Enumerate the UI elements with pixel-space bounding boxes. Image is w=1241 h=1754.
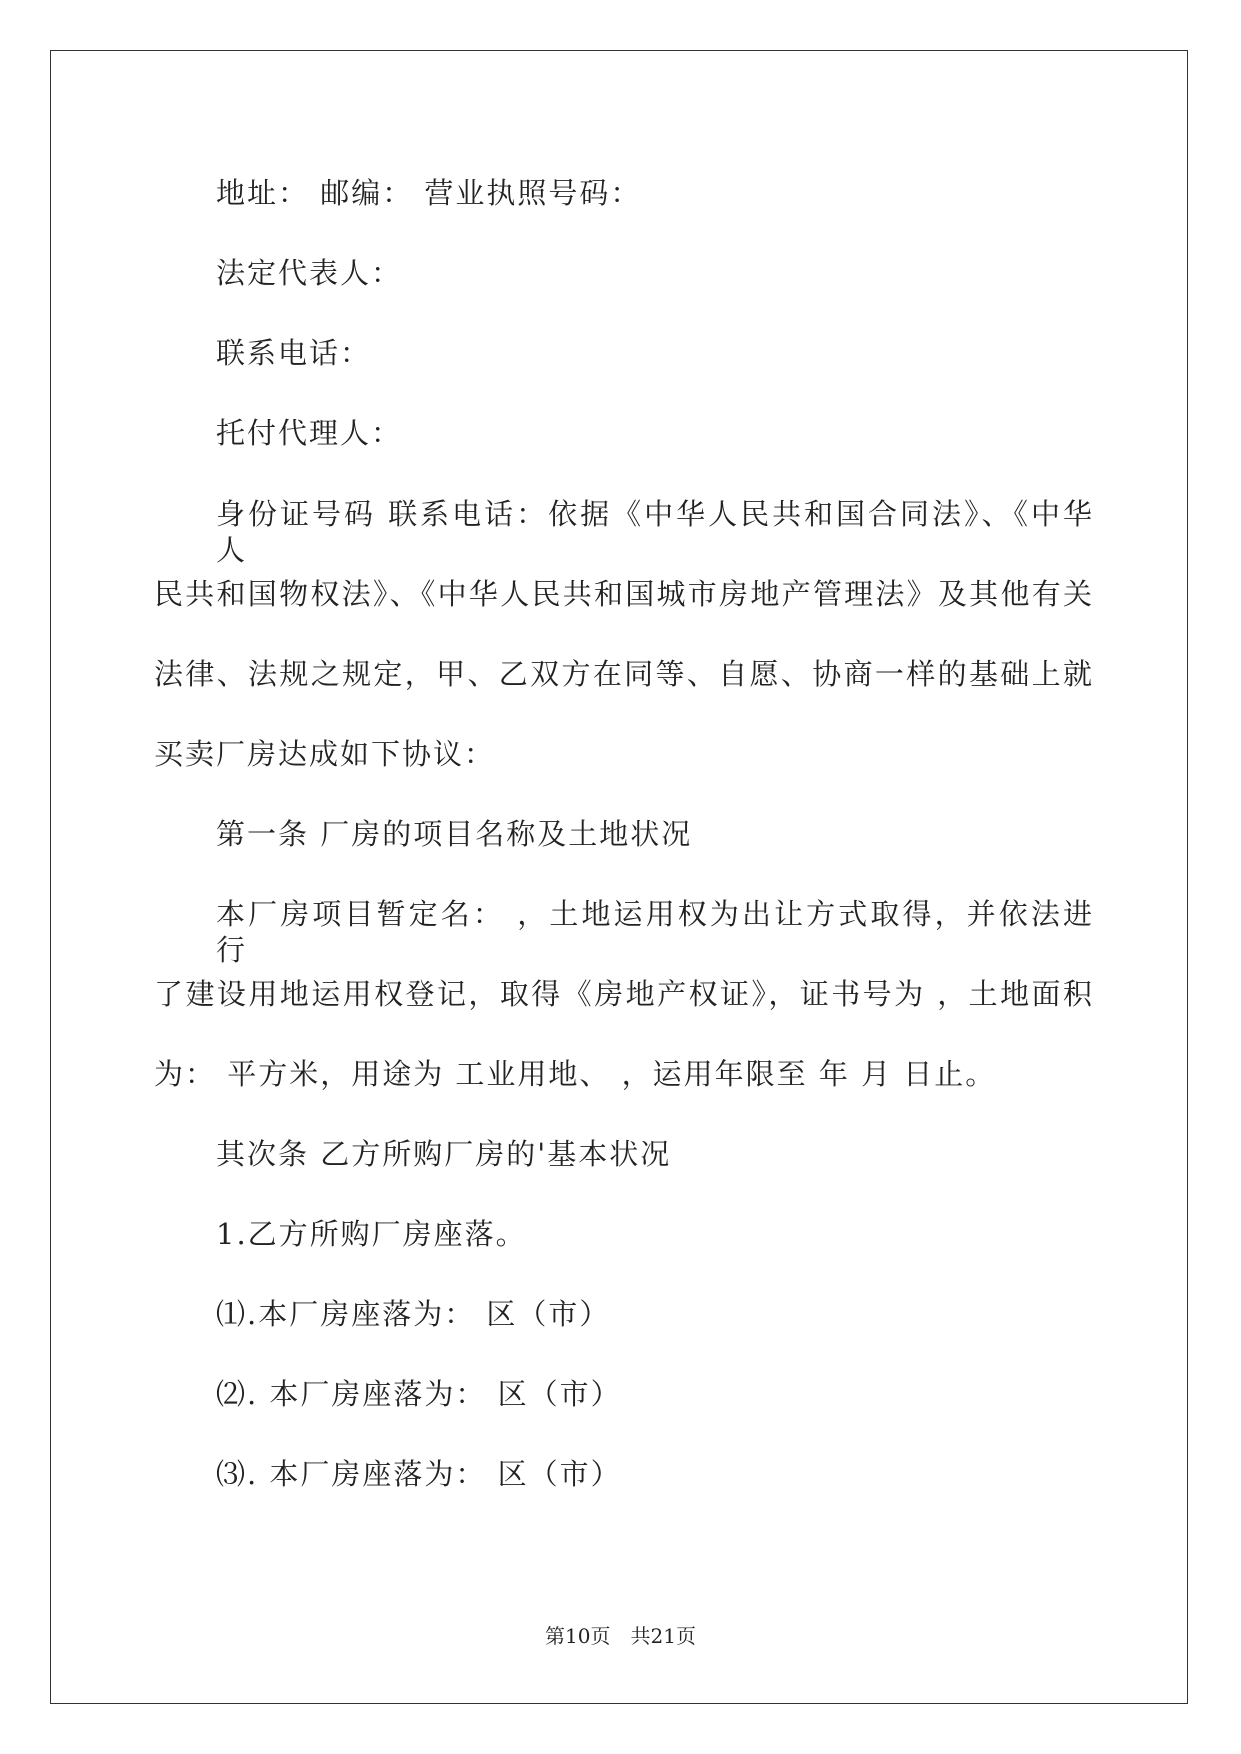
- total-pages-label: 共21页: [630, 1624, 696, 1648]
- location-item-2: ⑵. 本厂房座落为： 区（市）: [216, 1377, 622, 1411]
- article-1-line-1: 本厂房项目暂定名： ，土地运用权为出让方式取得，并依法进行: [216, 897, 1094, 967]
- location-item-3: ⑶. 本厂房座落为： 区（市）: [216, 1457, 622, 1491]
- article-2-item-1: 1.乙方所购厂房座落。: [216, 1217, 527, 1251]
- location-item-1: ⑴.本厂房座落为： 区（市）: [216, 1297, 611, 1331]
- address-line: 地址： 邮编： 营业执照号码：: [216, 176, 642, 210]
- basis-paragraph-line-3: 法律、法规之规定，甲、乙双方在同等、自愿、协商一样的基础上就: [154, 657, 1094, 691]
- article-2-heading: 其次条 乙方所购厂房的'基本状况: [216, 1137, 672, 1171]
- article-1-line-2: 了建设用地运用权登记，取得《房地产权证》，证书号为 ，土地面积: [154, 977, 1094, 1011]
- basis-paragraph-line-1: 身份证号码 联系电话：依据《中华人民共和国合同法》、《中华人: [216, 497, 1094, 567]
- basis-paragraph-line-4: 买卖厂房达成如下协议：: [154, 737, 496, 771]
- article-1-heading: 第一条 厂房的项目名称及土地状况: [216, 817, 693, 851]
- basis-paragraph-line-2: 民共和国物权法》、《中华人民共和国城市房地产管理法》及其他有关: [154, 577, 1094, 611]
- page-footer: [0, 1620, 1241, 1649]
- current-page-label: 第10页: [545, 1624, 611, 1648]
- phone-line: 联系电话：: [216, 336, 372, 370]
- agent-line: 托付代理人：: [216, 416, 403, 450]
- article-1-line-3: 为： 平方米，用途为 工业用地、 ，运用年限至 年 月 日止。: [154, 1057, 997, 1091]
- legal-rep-line: 法定代表人：: [216, 256, 403, 290]
